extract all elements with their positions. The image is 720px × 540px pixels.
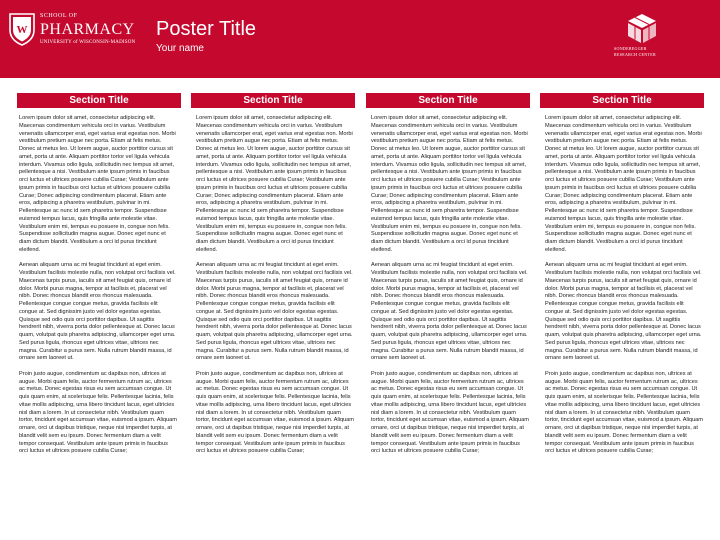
paragraph: Aenean aliquam urna ac mi feugiat tincidunt at eget enim. Vestibulum facilisis molestie nulla, non volutpat orci facilisis vel. Maecenas turpis purus, iaculis sit amet feugiat quis, ornare id dolor. Morbi purus magna, tempor at facilisis et, placerat vel nibh. Donec rhoncus blandit eros rhoncus malesuada. Pellentesque congue congue metus, gravida facilisis elit congue at. Sed dignissim justo vel dolor egestas egestas. Quisque sed odio quis orci porttitor dapibus. Ut sagittis hendrerit nibh, viverra porta dolor pellentesque at. Donec lacus quam, volutpat quis pharetra adipiscing, ullamcorper eget urna. Sed purus ligula, rhoncus eget ultrices vitae, ultrices nec magna. Curabitur a purus sem. Nulla rutrum blandit massa, id ornare sem laoreet ut. [545, 262, 702, 362]
paragraph: Lorem ipsum dolor sit amet, consectetur adipiscing elit. Maecenas condimentum vehicula orci in varius. Vestibulum venenatis ullamcorper erat, eget varius erat egestas non. Morbi vestibulum pretium augue nec porta. Etiam at felis metus. Donec at metus leo. Ut lorem augue, auctor porttitor cursus sit amet, porta ut ante. Aliquam porttitor tortor vel ligula vehicula interdum. Vivamus odio ligula, sollicitudin nec tempus sit amet, pellentesque a nisi. Vestibulum ante ipsum primis in faucibus orci luctus et ultrices posuere cubilia Curae; Vestibulum ante ipsum primis in faucibus orci luctus et ultrices posuere cubilia Curae; Donec adipiscing condimentum placerat. Etiam ante eros, adipiscing a pharetra vestibulum, pulvinar in mi. Pellentesque ac nunc id sem pharetra tempor. Suspendisse euismod tempus lacus, quis fringilla ante molestie vitae. Vestibulum enim mi, tempus eu posuere in, congue non felis. Suspendisse sollicitudin magna augue. Donec eget nunc et diam dictum blandit. Vestibulum a orci id purus tincidunt eleifend. [371, 115, 528, 253]
author-name: Your name [156, 43, 204, 54]
paragraph: Lorem ipsum dolor sit amet, consectetur adipiscing elit. Maecenas condimentum vehicula orci in varius. Vestibulum venenatis ullamcorper erat, eget varius erat egestas non. Morbi vestibulum pretium augue nec porta. Etiam at felis metus. Donec at metus leo. Ut lorem augue, auctor porttitor cursus sit amet, porta ut ante. Aliquam porttitor tortor vel ligula vehicula interdum. Vivamus odio ligula, sollicitudin nec tempus sit amet, pellentesque a nisi. Vestibulum ante ipsum primis in faucibus orci luctus et ultrices posuere cubilia Curae; Vestibulum ante ipsum primis in faucibus orci luctus et ultrices posuere cubilia Curae; Donec adipiscing condimentum placerat. Etiam ante eros, adipiscing a pharetra vestibulum, pulvinar in mi. Pellentesque ac nunc id sem pharetra tempor. Suspendisse euismod tempus lacus, quis fringilla ante molestie vitae. Vestibulum enim mi, tempus eu posuere in, congue non felis. Suspendisse sollicitudin magna augue. Donec eget nunc et diam dictum blandit. Vestibulum a orci id purus tincidunt eleifend. [19, 115, 176, 253]
section-header-4: Section Title [540, 93, 704, 108]
header-banner [0, 0, 720, 78]
paragraph: Proin justo augue, condimentum ac dapibus non, ultrices at augue. Morbi quam felis, auctor fermentum rutrum ac, ultrices ac metus. Donec egestas risus eu sem accumsan congue. Ut quis quam enim, at scelerisque felis. Pellentesque lacinia, felis vitae mollis adipiscing, urna libero tincidunt lacus, eget ultricies nisl diam a lorem. In ut consectetur nibh. Vestibulum quam tortor, tincidunt eget accumsan vitae, euismod a ipsum. Aliquam ornare, orci ut dapibus tristique, neque nisi imperdiet turpis, at blandit velit sem eu ipsum. Donec fermentum diam a velit tempor consequat. Vestibulum ante ipsum primis in faucibus orci luctus et ultrices posuere cubilia Curae; [371, 370, 529, 455]
paragraph: Lorem ipsum dolor sit amet, consectetur adipiscing elit. Maecenas condimentum vehicula orci in varius. Vestibulum venenatis ullamcorper erat, eget varius erat egestas non. Morbi vestibulum pretium augue nec porta. Etiam at felis metus. Donec at metus leo. Ut lorem augue, auctor porttitor cursus sit amet, porta ut ante. Aliquam porttitor tortor vel ligula vehicula interdum. Vivamus odio ligula, sollicitudin nec tempus sit amet, pellentesque a nisi. Vestibulum ante ipsum primis in faucibus orci luctus et ultrices posuere cubilia Curae; Vestibulum ante ipsum primis in faucibus orci luctus et ultrices posuere cubilia Curae; Donec adipiscing condimentum placerat. Etiam ante eros, adipiscing a pharetra vestibulum, pulvinar in mi. Pellentesque ac nunc id sem pharetra tempor. Suspendisse euismod tempus lacus, quis fringilla ante molestie vitae. Vestibulum enim mi, tempus eu posuere in, congue non felis. Suspendisse sollicitudin magna augue. Donec eget nunc et diam dictum blandit. Vestibulum a orci id purus tincidunt eleifend. [545, 115, 702, 253]
school-of-label: SCHOOL OF [40, 13, 78, 19]
section-header-1: Section Title [17, 93, 181, 108]
sonderegger-cube-icon [624, 12, 660, 44]
section-body-4 [545, 115, 703, 464]
section-header-3: Section Title [366, 93, 530, 108]
section-body-1 [19, 115, 177, 464]
pharmacy-label: PHARMACY [40, 21, 135, 38]
paragraph: Proin justo augue, condimentum ac dapibus non, ultrices at augue. Morbi quam felis, auctor fermentum rutrum ac, ultrices ac metus. Donec egestas risus eu sem accumsan congue. Ut quis quam enim, at scelerisque felis. Pellentesque lacinia, felis vitae mollis adipiscing, urna libero tincidunt lacus, eget ultricies nisl diam a lorem. In ut consectetur nibh. Vestibulum quam tortor, tincidunt eget accumsan vitae, euismod a ipsum. Aliquam ornare, orci ut dapibus tristique, neque nisi imperdiet turpis, at blandit velit sem eu ipsum. Donec fermentum diam a velit tempor consequat. Vestibulum ante ipsum primis in faucibus orci luctus et ultrices posuere cubilia Curae; [545, 370, 703, 455]
paragraph: Aenean aliquam urna ac mi feugiat tincidunt at eget enim. Vestibulum facilisis molestie nulla, non volutpat orci facilisis vel. Maecenas turpis purus, iaculis sit amet feugiat quis, ornare id dolor. Morbi purus magna, tempor at facilisis et, placerat vel nibh. Donec rhoncus blandit eros rhoncus malesuada. Pellentesque congue congue metus, gravida facilisis elit congue at. Sed dignissim justo vel dolor egestas egestas. Quisque sed odio quis orci porttitor dapibus. Ut sagittis hendrerit nibh, viverra porta dolor pellentesque at. Donec lacus quam, volutpat quis pharetra adipiscing, ullamcorper eget urna. Sed purus ligula, rhoncus eget ultrices vitae, ultrices nec magna. Curabitur a purus sem. Nulla rutrum blandit massa, id ornare sem laoreet ut. [371, 262, 528, 362]
research-center-subtitle: RESEARCH CENTER [614, 52, 656, 57]
paragraph: Aenean aliquam urna ac mi feugiat tincidunt at eget enim. Vestibulum facilisis molestie nulla, non volutpat orci facilisis vel. Maecenas turpis purus, iaculis sit amet feugiat quis, ornare id dolor. Morbi purus magna, tempor at facilisis et, placerat vel nibh. Donec rhoncus blandit eros rhoncus malesuada. Pellentesque congue congue metus, gravida facilisis elit congue at. Sed dignissim justo vel dolor egestas egestas. Quisque sed odio quis orci porttitor dapibus. Ut sagittis hendrerit nibh, viverra porta dolor pellentesque at. Donec lacus quam, volutpat quis pharetra adipiscing, ullamcorper eget urna. Sed purus ligula, rhoncus eget ultrices vitae, ultrices nec magna. Curabitur a purus sem. Nulla rutrum blandit massa, id ornare sem laoreet ut. [19, 262, 176, 362]
university-label: UNIVERSITY of WISCONSIN-MADISON [40, 40, 136, 45]
section-body-2 [196, 115, 354, 464]
section-body-3 [371, 115, 529, 464]
poster-title: Poster Title [156, 18, 257, 40]
research-center-name: SONDEREGGER [614, 46, 647, 51]
research-center-logo [614, 12, 670, 72]
paragraph: Proin justo augue, condimentum ac dapibus non, ultrices at augue. Morbi quam felis, auctor fermentum rutrum ac, ultrices ac metus. Donec egestas risus eu sem accumsan congue. Ut quis quam enim, at scelerisque felis. Pellentesque lacinia, felis vitae mollis adipiscing, urna libero tincidunt lacus, eget ultricies nisl diam a lorem. In ut consectetur nibh. Vestibulum quam tortor, tincidunt eget accumsan vitae, euismod a ipsum. Aliquam ornare, orci ut dapibus tristique, neque nisi imperdiet turpis, at blandit velit sem eu ipsum. Donec fermentum diam a velit tempor consequat. Vestibulum ante ipsum primis in faucibus orci luctus et ultrices posuere cubilia Curae; [196, 370, 354, 455]
section-header-2: Section Title [191, 93, 355, 108]
school-logo [8, 8, 136, 70]
uw-crest-icon [8, 12, 36, 46]
svg-text:W: W [16, 24, 28, 36]
paragraph: Aenean aliquam urna ac mi feugiat tincidunt at eget enim. Vestibulum facilisis molestie nulla, non volutpat orci facilisis vel. Maecenas turpis purus, iaculis sit amet feugiat quis, ornare id dolor. Morbi purus magna, tempor at facilisis et, placerat vel nibh. Donec rhoncus blandit eros rhoncus malesuada. Pellentesque congue congue metus, gravida facilisis elit congue at. Sed dignissim justo vel dolor egestas egestas. Quisque sed odio quis orci porttitor dapibus. Ut sagittis hendrerit nibh, viverra porta dolor pellentesque at. Donec lacus quam, volutpat quis pharetra adipiscing, ullamcorper eget urna. Sed purus ligula, rhoncus eget ultrices vitae, ultrices nec magna. Curabitur a purus sem. Nulla rutrum blandit massa, id ornare sem laoreet ut. [196, 262, 353, 362]
paragraph: Lorem ipsum dolor sit amet, consectetur adipiscing elit. Maecenas condimentum vehicula orci in varius. Vestibulum venenatis ullamcorper erat, eget varius erat egestas non. Morbi vestibulum pretium augue nec porta. Etiam at felis metus. Donec at metus leo. Ut lorem augue, auctor porttitor cursus sit amet, porta ut ante. Aliquam porttitor tortor vel ligula vehicula interdum. Vivamus odio ligula, sollicitudin nec tempus sit amet, pellentesque a nisi. Vestibulum ante ipsum primis in faucibus orci luctus et ultrices posuere cubilia Curae; Vestibulum ante ipsum primis in faucibus orci luctus et ultrices posuere cubilia Curae; Donec adipiscing condimentum placerat. Etiam ante eros, adipiscing a pharetra vestibulum, pulvinar in mi. Pellentesque ac nunc id sem pharetra tempor. Suspendisse euismod tempus lacus, quis fringilla ante molestie vitae. Vestibulum enim mi, tempus eu posuere in, congue non felis. Suspendisse sollicitudin magna augue. Donec eget nunc et diam dictum blandit. Vestibulum a orci id purus tincidunt eleifend. [196, 115, 353, 253]
paragraph: Proin justo augue, condimentum ac dapibus non, ultrices at augue. Morbi quam felis, auctor fermentum rutrum ac, ultrices ac metus. Donec egestas risus eu sem accumsan congue. Ut quis quam enim, at scelerisque felis. Pellentesque lacinia, felis vitae mollis adipiscing, urna libero tincidunt lacus, eget ultricies nisl diam a lorem. In ut consectetur nibh. Vestibulum quam tortor, tincidunt eget accumsan vitae, euismod a ipsum. Aliquam ornare, orci ut dapibus tristique, neque nisi imperdiet turpis, at blandit velit sem eu ipsum. Donec fermentum diam a velit tempor consequat. Vestibulum ante ipsum primis in faucibus orci luctus et ultrices posuere cubilia Curae; [19, 370, 177, 455]
